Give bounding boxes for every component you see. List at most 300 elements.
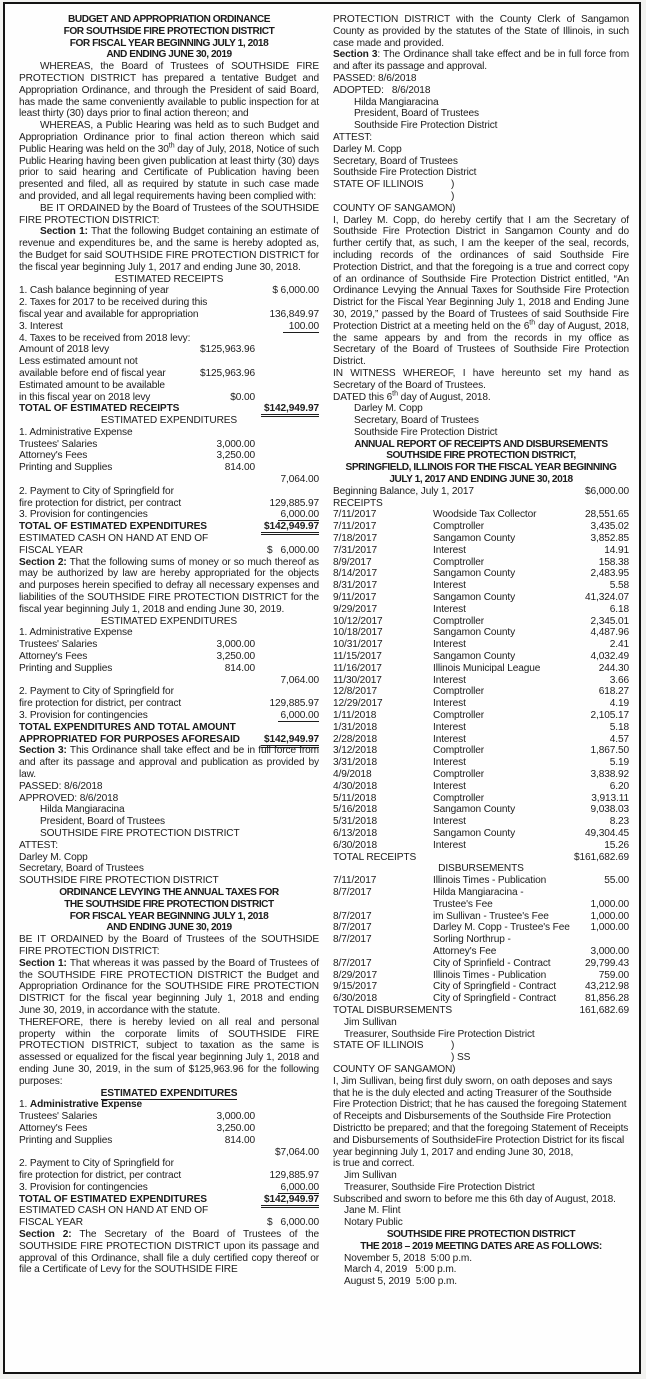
money-row xyxy=(19,639,319,651)
entry-amount: 49,304.45 xyxy=(585,827,629,839)
text-line: Hilda Mangiaracina xyxy=(40,804,125,816)
row-label: 3. Provision for contingencies xyxy=(19,509,148,521)
row-label: Less estimated amount not xyxy=(19,356,138,368)
jurat-row xyxy=(333,1052,629,1064)
text-line: Jim Sullivan xyxy=(344,1170,397,1182)
entry-amount: 2,105.17 xyxy=(590,710,629,722)
entry-payee: Sangamon County xyxy=(433,804,516,816)
money-row xyxy=(19,675,319,687)
row-amount-cell xyxy=(255,498,319,510)
subheading-text: ESTIMATED EXPENDITURES xyxy=(100,1087,238,1099)
entry-date: 10/31/2017 xyxy=(333,639,383,651)
paragraph xyxy=(333,1194,629,1206)
jurat-label: STATE OF ILLINOIS xyxy=(333,179,424,191)
row-amount-cell xyxy=(565,1005,629,1017)
ledger-row xyxy=(333,911,629,923)
row-label: Printing and Supplies xyxy=(19,462,113,474)
text-line: SOUTHSIDE FIRE PROTECTION DISTRICT xyxy=(19,875,219,887)
money-row xyxy=(19,710,319,722)
entry-date: 11/15/2017 xyxy=(333,651,382,663)
ledger-row xyxy=(333,722,629,734)
entry-payee: Interest xyxy=(433,580,466,592)
section-heading-line: FOR FISCAL YEAR BEGINNING JULY 1, 2018 xyxy=(69,37,269,49)
money-row xyxy=(19,651,319,663)
ledger-row xyxy=(333,745,629,757)
section-heading-line: AND ENDING JUNE 30, 2019 xyxy=(106,49,232,61)
section-heading-line: SOUTHSIDE FIRE PROTECTION DISTRICT, xyxy=(386,450,576,462)
ledger-row xyxy=(333,922,629,934)
entry-payee: Sorling Northrup - xyxy=(433,934,511,946)
row-mid-amount: 3,250.00 xyxy=(216,1122,255,1134)
row-amount: $161,682.69 xyxy=(574,851,629,863)
entry-payee: Comptroller xyxy=(433,769,485,780)
text-line: President, Board of Trustees xyxy=(354,108,479,120)
row-amount-cell xyxy=(255,1170,319,1182)
entry-payee: Comptroller xyxy=(433,745,485,757)
text-line: November 5, 2018 5:00 p.m. xyxy=(344,1252,472,1264)
ledger-row xyxy=(333,970,629,982)
entry-date: 8/7/2017 xyxy=(333,934,372,946)
entry-date: 6/30/2018 xyxy=(333,839,377,851)
entry-amount: 43,212.98 xyxy=(585,981,629,993)
paragraph xyxy=(333,14,629,49)
money-row xyxy=(19,663,319,675)
ledger-row xyxy=(333,580,629,592)
ledger-row xyxy=(333,781,629,793)
row-mid-amount: 3,000.00 xyxy=(216,438,255,450)
jurat-row xyxy=(333,1040,629,1052)
row-amount: 7,064.00 xyxy=(280,474,319,486)
text-run: Subscribed and sworn to before me this 6th day of August, 2018. xyxy=(333,1193,616,1205)
entry-amount: 14.91 xyxy=(604,544,629,556)
text-line: Treasurer, Southside Fire Protection District xyxy=(344,1181,535,1193)
money-row xyxy=(19,486,319,498)
row-label: Trustees' Salaries xyxy=(19,438,98,450)
entry-payee: Illinois Times - Publication xyxy=(433,969,547,981)
entry-payee: Interest xyxy=(433,603,466,615)
text-run: day of August, 2018, the same appears by and from the records in my office as Secretary of the Board of Trustees of Southside Fire Protection District. xyxy=(333,320,629,368)
left-column xyxy=(19,14,319,1366)
text-run: IN WITNESS WHEREOF, I have hereunto set my hand as Secretary of the Board of Trustees. xyxy=(333,367,629,391)
entry-amount: 41,324.07 xyxy=(585,592,629,604)
money-row xyxy=(19,1182,319,1194)
text-run: Section 1: xyxy=(40,226,88,238)
money-row xyxy=(19,297,319,309)
row-amount-cell xyxy=(255,1194,319,1206)
money-row xyxy=(19,1111,319,1123)
paragraph xyxy=(19,958,319,1017)
subheading xyxy=(19,1088,319,1100)
entry-amount: 2,483.95 xyxy=(590,568,629,580)
ledger-row xyxy=(333,828,629,840)
entry-date: 8/9/2017 xyxy=(333,556,372,568)
ledger-row xyxy=(333,981,629,993)
row-label: FISCAL YEAR xyxy=(19,1217,83,1229)
section-heading-line: FOR FISCAL YEAR BEGINNING JULY 1, 2018 xyxy=(69,910,269,922)
entry-date: 2/28/2018 xyxy=(333,733,377,745)
text-run: WHEREAS, the Board of Trustees of SOUTHSIDE FIRE PROTECTION DISTRICT has prepared a tentative Budget and Appropriation Ordinance, and through the President of said Board, has made the same conveniently available to public inspection for at least thirty (30) days prior to final action thereon; and xyxy=(19,61,319,120)
ledger-row xyxy=(333,592,629,604)
row-amount-cell xyxy=(565,486,629,498)
text-run: PROTECTION DISTRICT with the County Clerk of Sangamon County as provided by the statutes of the State of Illinois, in such case made and provided. xyxy=(333,14,629,49)
entry-date: 10/12/2017 xyxy=(333,615,383,627)
entry-date: 9/15/2017 xyxy=(333,981,377,993)
entry-date: 8/31/2017 xyxy=(333,580,377,592)
paragraph xyxy=(19,1099,319,1111)
entry-date: 11/30/2017 xyxy=(333,674,382,686)
ledger-row xyxy=(333,887,629,899)
money-row xyxy=(19,285,319,297)
paragraph xyxy=(19,203,319,227)
text-run: 1. xyxy=(19,1099,30,1111)
money-row xyxy=(19,1194,319,1206)
entry-payee: City of Springfield - Contract xyxy=(433,981,557,993)
money-row xyxy=(19,1147,319,1159)
entry-payee: Sangamon County xyxy=(433,568,516,580)
jurat-paren: ) SS xyxy=(451,1052,471,1064)
ledger-row xyxy=(333,816,629,828)
row-label: 1. Administrative Expense xyxy=(19,627,133,639)
row-label: 2. Payment to City of Springfield for xyxy=(19,485,174,497)
text-run: BE IT ORDAINED by the Board of Trustees of the SOUTHSIDE FIRE PROTECTION DISTRICT: xyxy=(19,934,319,957)
money-row xyxy=(19,1135,319,1147)
row-amount-cell xyxy=(255,309,319,321)
entry-amount: 3,435.02 xyxy=(590,521,629,533)
entry-payee: Comptroller xyxy=(433,556,485,568)
row-amount: $142,949.97 xyxy=(261,734,319,748)
entry-payee: Sangamon County xyxy=(433,827,516,839)
money-row xyxy=(19,403,319,415)
ledger-row xyxy=(333,568,629,580)
text-line: RECEIPTS xyxy=(333,497,383,509)
text-run: Section 2: xyxy=(19,556,67,568)
text-line: PASSED: 8/6/2018 xyxy=(19,780,103,792)
entry-payee: Darley M. Copp - Trustee's Fee xyxy=(433,922,570,934)
section-heading-line: THE 2018 – 2019 MEETING DATES ARE AS FOLLOWS: xyxy=(360,1240,602,1252)
entry-amount: 2,345.01 xyxy=(590,615,629,627)
text-line: PASSED: 8/6/2018 xyxy=(333,72,417,84)
row-amount-cell xyxy=(255,675,319,687)
ledger-row xyxy=(333,604,629,616)
jurat-label: COUNTY OF SANGAMON xyxy=(333,202,453,214)
row-label: FISCAL YEAR xyxy=(19,544,83,556)
entry-payee: im Sullivan - Trustee's Fee xyxy=(433,910,549,922)
money-row xyxy=(19,392,319,404)
text-run: : The Ordinance shall take effect and be in full force from and after its passage and approval. xyxy=(333,49,630,73)
text-run: day of July, 2018, Notice of such Public Hearing having been given publication at least thirty (30) days prior to said hearing and Certificate of Publication having been presented and filed, all as required by statute in such case made and provided, and all legal requirements having been complied with: xyxy=(19,143,319,202)
entry-date: 5/11/2018 xyxy=(333,792,377,804)
row-label: 2. Taxes for 2017 to be received during this xyxy=(19,297,208,309)
entry-payee: Trustee's Fee xyxy=(433,898,493,910)
row-mid-amount: 3,250.00 xyxy=(216,450,255,462)
money-row xyxy=(19,498,319,510)
paragraph xyxy=(19,745,319,780)
paragraph xyxy=(333,368,629,392)
ordinal-suffix: th xyxy=(529,319,536,327)
row-amount-cell xyxy=(255,1217,319,1229)
row-label: 3. Provision for contingencies xyxy=(19,710,148,722)
entry-payee: Comptroller xyxy=(433,521,485,533)
row-label: available before end of fiscal year xyxy=(19,367,166,379)
entry-date: 9/11/2017 xyxy=(333,592,377,604)
entry-payee: Interest xyxy=(433,544,466,556)
entry-date: 10/18/2017 xyxy=(333,627,383,639)
paragraph xyxy=(19,61,319,120)
ledger-row xyxy=(333,521,629,533)
ledger-row xyxy=(333,993,629,1005)
entry-amount: 3,913.11 xyxy=(591,792,629,804)
row-label: fire protection for district, per contract xyxy=(19,1170,182,1182)
entry-date: 8/7/2017 xyxy=(333,922,372,934)
entry-date: 7/18/2017 xyxy=(333,533,377,545)
text-line: Notary Public xyxy=(344,1217,403,1229)
text-run: The Secretary of the Board of Trustees of the SOUTHSIDE FIRE PROTECTION DISTRICT upon its passage and approval of this Ordinance, shall file a duly certified copy thereof or file a Certificate of Levy for the SOUTHSIDE FIRE xyxy=(19,1229,320,1276)
row-mid-amount: 814.00 xyxy=(224,462,255,474)
entry-amount: 9,038.03 xyxy=(590,804,629,816)
entry-date: 8/7/2017 xyxy=(333,886,372,898)
row-amount-cell xyxy=(565,852,629,864)
money-row xyxy=(19,356,319,368)
row-label: TOTAL OF ESTIMATED RECEIPTS xyxy=(19,403,180,415)
text-line: ATTEST: xyxy=(19,839,58,851)
ledger-row xyxy=(333,769,629,781)
entry-payee: Comptroller xyxy=(433,686,485,698)
ledger-row xyxy=(333,557,629,569)
jurat-row xyxy=(333,179,629,191)
ledger-row xyxy=(333,698,629,710)
row-label: Amount of 2018 levy xyxy=(19,344,110,356)
entry-payee: Sangamon County xyxy=(433,627,516,639)
paragraph xyxy=(19,1017,319,1088)
entry-payee: City of Springfield - Contract xyxy=(433,993,557,1005)
entry-amount: 15.26 xyxy=(604,839,629,851)
ledger-row xyxy=(333,757,629,769)
money-row xyxy=(19,1123,319,1135)
money-row xyxy=(19,509,319,521)
ledger-row xyxy=(333,627,629,639)
entry-amount: 1,867.50 xyxy=(590,745,629,757)
subheading: DISBURSEMENTS xyxy=(438,863,524,875)
entry-date: 5/31/2018 xyxy=(333,816,377,828)
entry-payee: Attorney's Fee xyxy=(433,945,497,957)
entry-payee: Sangamon County xyxy=(433,533,516,545)
jurat-label: STATE OF ILLINOIS xyxy=(333,1040,424,1052)
entry-payee: Sangamon County xyxy=(433,592,516,604)
ledger-row xyxy=(333,675,629,687)
entry-date: 7/11/2017 xyxy=(333,521,377,533)
text-run: BE IT ORDAINED by the Board of Trustees of the SOUTHSIDE FIRE PROTECTION DISTRICT: xyxy=(19,202,319,226)
entry-date: 11/16/2017 xyxy=(333,662,382,674)
entry-payee: Interest xyxy=(433,816,466,828)
entry-date: 8/29/2017 xyxy=(333,969,377,981)
row-amount-cell xyxy=(255,698,319,710)
entry-amount: 81,856.28 xyxy=(585,993,629,1005)
entry-amount: 5.18 xyxy=(609,721,629,733)
row-amount: 136,849.97 xyxy=(269,308,319,320)
text-line: Hilda Mangiaracina xyxy=(354,96,439,108)
jurat-paren: ) xyxy=(451,190,455,202)
ledger-row xyxy=(333,651,629,663)
row-amount-cell xyxy=(255,403,319,415)
ledger-row xyxy=(333,533,629,545)
paragraph xyxy=(19,934,319,958)
row-mid-amount: $125,963.96 xyxy=(200,367,255,379)
row-label: 4. Taxes to be received from 2018 levy: xyxy=(19,332,191,344)
text-run: This Ordinance shall take effect and be in full force from and after its passage and approval and publication as provided by law. xyxy=(19,745,320,780)
ordinal-suffix: th xyxy=(168,142,175,150)
entry-amount: 6.18 xyxy=(609,603,629,615)
money-row xyxy=(19,545,319,557)
entry-date: 7/11/2017 xyxy=(333,875,377,887)
row-label: fiscal year and available for appropriation xyxy=(19,308,199,320)
text-line: Jim Sullivan xyxy=(344,1016,397,1028)
entry-amount: 2.41 xyxy=(609,639,629,651)
row-amount-cell xyxy=(255,474,319,486)
jurat-row xyxy=(333,1064,629,1076)
money-row xyxy=(333,1005,629,1017)
money-row xyxy=(19,722,319,734)
text-run: I, Darley M. Copp, do hereby certify that I am the Secretary of Southside Fire Protection District in Sangamon County and do further certify that, as such, I am the keeper of the seal, records, including records of the ordinances of said Southside Fire Protection District, and that the foregoing is a true and correct copy of an ordinance of Southside Fire Protection District entitled, “An Ordinance Levying the Annual Taxes for Southside Fire Protection District for the Fiscal Year Beginning July 1, 2018 and Ending June 30, 2019,” passed by the Board of Trustees of said Southside Fire Protection District at a meeting held on the 6 xyxy=(333,214,629,332)
jurat-row xyxy=(333,191,629,203)
text-line: August 5, 2019 5:00 p.m. xyxy=(344,1276,457,1288)
entry-date: 12/8/2017 xyxy=(333,686,377,698)
entry-date: 4/9/2018 xyxy=(333,769,372,780)
entry-amount: 55.00 xyxy=(604,875,629,887)
entry-payee: Interest xyxy=(433,733,466,745)
row-label: fire protection for district, per contract xyxy=(19,698,182,710)
money-row xyxy=(19,698,319,710)
row-amount: 7,064.00 xyxy=(280,674,319,686)
entry-amount: 5.19 xyxy=(609,757,629,769)
jurat-paren: ) xyxy=(451,1040,455,1052)
row-label: Trustees' Salaries xyxy=(19,639,98,651)
entry-date: 4/30/2018 xyxy=(333,780,377,792)
row-amount-cell xyxy=(255,545,319,557)
row-amount: $ 6,000.00 xyxy=(272,285,319,297)
entry-date: 12/29/2017 xyxy=(333,698,383,710)
row-amount: $ 6,000.00 xyxy=(266,1217,319,1229)
entry-date: 6/13/2018 xyxy=(333,827,377,839)
entry-amount: 158.38 xyxy=(598,556,629,568)
entry-amount: 1,000.00 xyxy=(590,922,629,934)
paragraph xyxy=(19,226,319,273)
text-run: Section 3: xyxy=(19,745,67,757)
entry-date: 8/14/2017 xyxy=(333,568,377,580)
entry-date: 3/12/2018 xyxy=(333,745,377,757)
row-amount: 161,682.69 xyxy=(579,1004,629,1016)
entry-date: 3/31/2018 xyxy=(333,757,377,769)
text-line: ADOPTED: 8/6/2018 xyxy=(333,84,431,96)
text-run: Section 1: xyxy=(19,957,67,969)
ledger-row xyxy=(333,875,629,887)
entry-date: 6/30/2018 xyxy=(333,993,377,1005)
text-line: Secretary, Board of Trustees xyxy=(333,155,458,167)
money-row xyxy=(19,521,319,533)
row-mid-amount: 3,250.00 xyxy=(216,651,255,663)
row-amount: $7,064.00 xyxy=(275,1146,319,1158)
entry-amount: 1,000.00 xyxy=(590,910,629,922)
entry-amount: 3,838.92 xyxy=(590,769,629,780)
jurat-paren: ) xyxy=(451,179,455,191)
row-label: TOTAL OF ESTIMATED EXPENDITURES xyxy=(19,521,207,533)
ledger-row xyxy=(333,958,629,970)
subheading: ESTIMATED EXPENDITURES xyxy=(100,615,238,627)
money-row xyxy=(19,344,319,356)
row-amount: $142,949.97 xyxy=(261,521,319,535)
ledger-row xyxy=(333,934,629,946)
entry-date: 5/16/2018 xyxy=(333,804,377,816)
row-mid-amount: $125,963.96 xyxy=(200,344,255,356)
entry-payee: Interest xyxy=(433,757,466,769)
row-amount: 129,885.97 xyxy=(269,698,319,710)
entry-payee: Comptroller xyxy=(433,710,485,722)
text-line: Treasurer, Southside Fire Protection District xyxy=(344,1028,535,1040)
entry-amount: 4,032.49 xyxy=(590,651,629,663)
section-heading-line: BUDGET AND APPROPRIATION ORDINANCE xyxy=(67,14,270,25)
entry-amount: 3.66 xyxy=(609,674,629,686)
money-row xyxy=(19,321,319,333)
row-label: 3. Interest xyxy=(19,320,63,332)
text-line: Southside Fire Protection District xyxy=(354,426,498,438)
entry-payee: Woodside Tax Collector xyxy=(433,509,537,521)
entry-date: 7/11/2017 xyxy=(333,509,377,521)
text-run: day of August, 2018. xyxy=(397,391,491,403)
text-run: Section 3 xyxy=(333,49,378,61)
row-amount-cell xyxy=(255,734,319,746)
row-label: TOTAL OF ESTIMATED EXPENDITURES xyxy=(19,1193,207,1205)
row-amount-cell xyxy=(255,1182,319,1194)
ledger-row xyxy=(333,734,629,746)
text-line: SOUTHSIDE FIRE PROTECTION DISTRICT xyxy=(40,827,240,839)
ledger-row xyxy=(333,946,629,958)
row-label: ESTIMATED CASH ON HAND AT END OF xyxy=(19,533,209,545)
section-heading-line: SPRINGFIELD, ILLINOIS FOR THE FISCAL YEAR BEGINNING xyxy=(345,462,617,474)
entry-date: 1/11/2018 xyxy=(333,710,377,722)
row-label: in this fiscal year on 2018 levy xyxy=(19,391,151,403)
entry-payee: Interest xyxy=(433,639,466,651)
money-row xyxy=(19,380,319,392)
paragraph xyxy=(333,49,629,73)
subheading: ESTIMATED EXPENDITURES xyxy=(100,415,238,427)
entry-amount: 8.23 xyxy=(609,816,629,828)
text-line: Southside Fire Protection District xyxy=(333,167,477,179)
text-run: That the following Budget containing an estimate of revenue and expenditures be, and the same is hereby adopted as, the Budget for said SOUTHSIDE FIRE PROTECTION DISTRICT for the fiscal year beginning July 1, 2017 and ending June 30, 2018. xyxy=(19,226,319,273)
paragraph xyxy=(333,392,629,404)
row-amount: $ 6,000.00 xyxy=(266,544,319,556)
entry-amount: 3,000.00 xyxy=(590,945,629,957)
section-heading-line: ANNUAL REPORT OF RECEIPTS AND DISBURSEMENTS xyxy=(354,438,608,450)
entry-amount: 28,551.65 xyxy=(585,509,629,521)
entry-amount: 1,000.00 xyxy=(590,898,629,910)
ledger-row xyxy=(333,686,629,698)
entry-amount: 4.19 xyxy=(609,698,629,710)
text-run: That the following sums of money or so much thereof as may be authorized by law are hereby appropriated for the objects and purposes herein specified to defray all necessary expenses and liabilities of the SOUTHSIDE FIRE PROTECTION DISTRICT for the fiscal year beginning July 1, 2018 and ending June 30, 2019. xyxy=(19,556,319,615)
row-label: TOTAL RECEIPTS xyxy=(333,851,417,863)
text-line: Darley M. Copp xyxy=(333,143,402,155)
money-row xyxy=(19,1217,319,1229)
entry-date: 9/29/2017 xyxy=(333,603,377,615)
ledger-row xyxy=(333,639,629,651)
row-mid-amount: 3,000.00 xyxy=(216,639,255,651)
ledger-row xyxy=(333,899,629,911)
entry-payee: Interest xyxy=(433,698,466,710)
ledger-row xyxy=(333,509,629,521)
ordinal-suffix: th xyxy=(392,390,398,398)
row-label: TOTAL EXPENDITURES AND TOTAL AMOUNT xyxy=(19,721,236,733)
paragraph xyxy=(19,557,319,616)
entry-date: 8/7/2017 xyxy=(333,957,372,969)
row-amount: 6,000.00 xyxy=(277,509,319,521)
